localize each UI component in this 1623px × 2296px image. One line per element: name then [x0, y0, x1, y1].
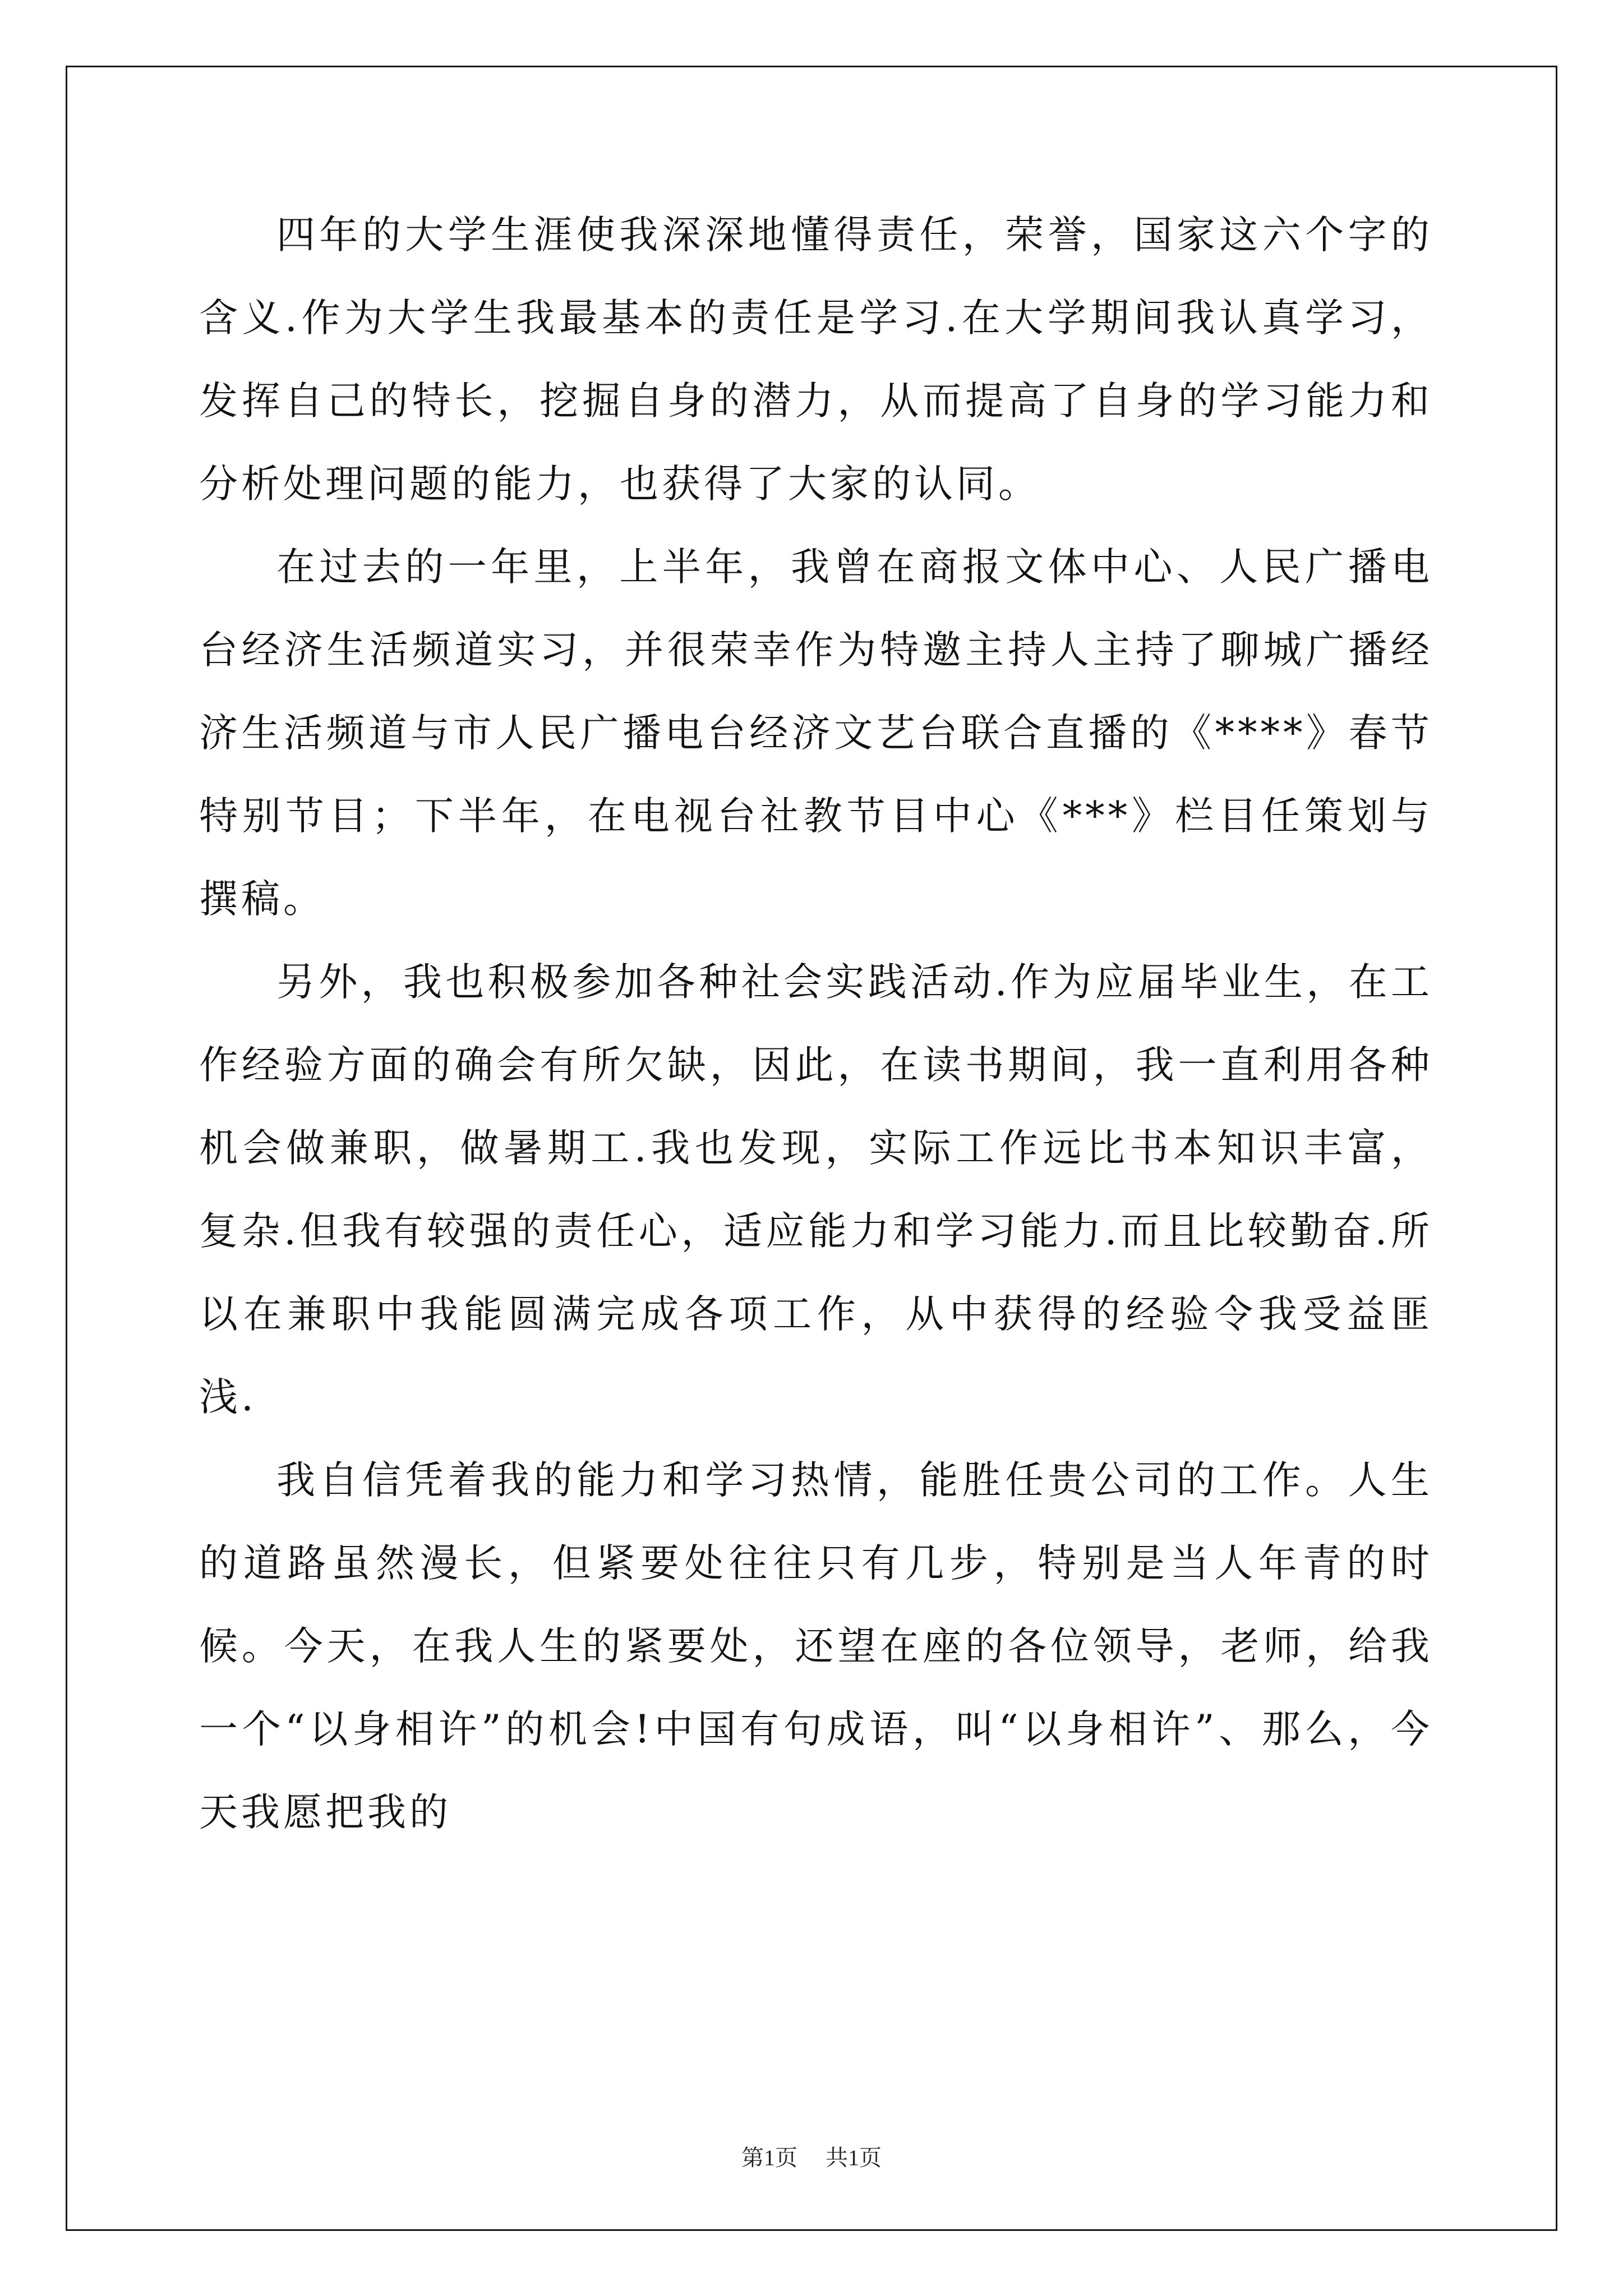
paragraph-1: 四年的大学生涯使我深深地懂得责任，荣誉，国家这六个字的含义.作为大学生我最基本的责任是学习.在大学期间我认真学习，发挥自己的特长，挖掘自身的潜力，从而提高了自身的学习能力和分析处理问题的能力，也获得了大家的认同。 — [199, 213, 1433, 507]
paragraph-2: 在过去的一年里，上半年，我曾在商报文体中心、人民广播电台经济生活频道实习，并很荣幸作为特邀主持人主持了聊城广播经济生活频道与市人民广播电台经济文艺台联合直播的《****》春节特别节目；下半年，在电视台社教节目中心《***》栏目任策划与撰稿。 — [199, 545, 1433, 922]
page-footer — [0, 2140, 1623, 2172]
paragraph-4: 我自信凭着我的能力和学习热情，能胜任贵公司的工作。人生的道路虽然漫长，但紧要处往往只有几步，特别是当人年青的时候。今天，在我人生的紧要处，还望在座的各位领导，老师，给我一个“以身相许”的机会!中国有句成语，叫“以身相许”、那么，今天我愿把我的 — [199, 1458, 1433, 1835]
page-number: 第1页 — [741, 2145, 797, 2170]
paragraph-3: 另外，我也积极参加各种社会实践活动.作为应届毕业生，在工作经验方面的确会有所欠缺，因此，在读书期间，我一直利用各种机会做兼职，做暑期工.我也发现，实际工作远比书本知识丰富，复杂.但我有较强的责任心，适应能力和学习能力.而且比较勤奋.所以在兼职中我能圆满完成各项工作，从中获得的经验令我受益匪浅. — [199, 960, 1433, 1420]
page-total: 共1页 — [826, 2145, 882, 2170]
document-body — [199, 194, 1433, 1854]
